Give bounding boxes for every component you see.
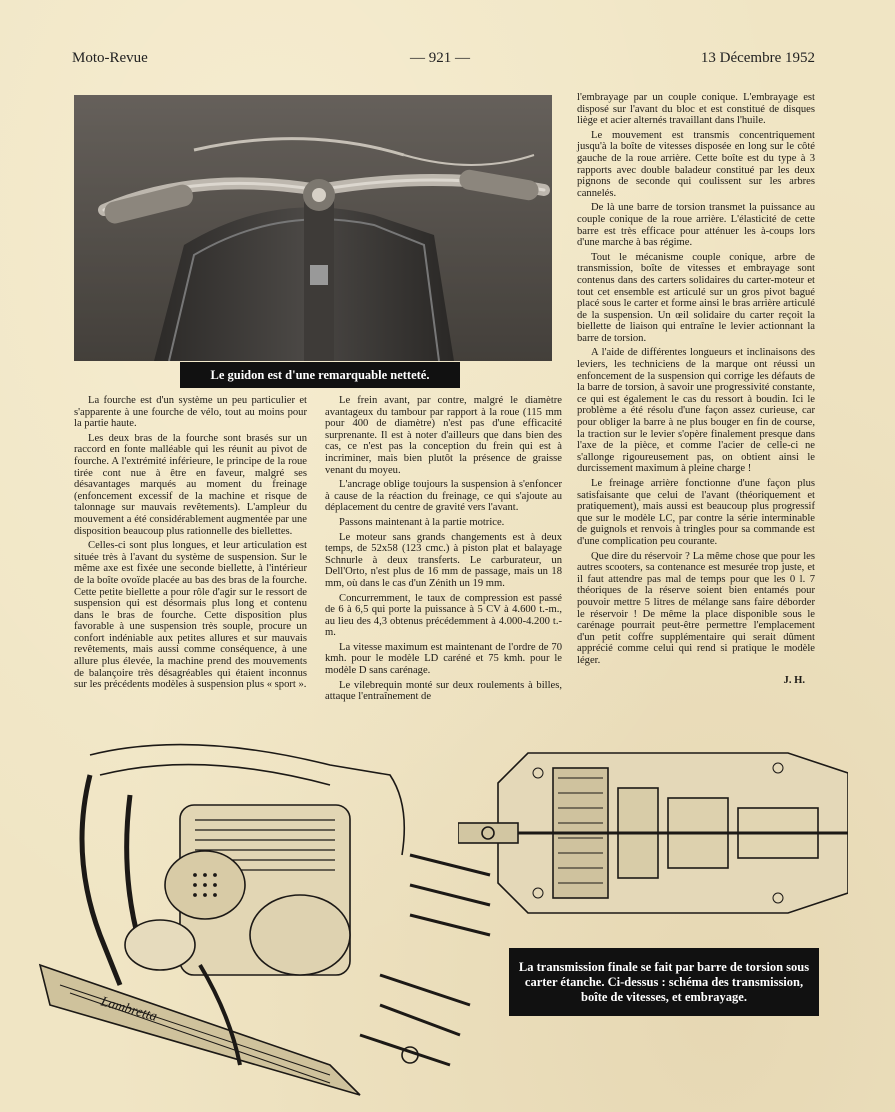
article-column-2 [325, 395, 562, 706]
paragraph: l'embrayage par un couple conique. L'embrayage est disposé sur l'avant du bloc et est constitué de disques liège et acier alternés travaillant dans l'huile. [577, 92, 815, 127]
engine-illustration [30, 735, 500, 1105]
page-number: — 921 — [410, 50, 470, 66]
paragraph: La fourche est d'un système un peu particulier et s'apparente à une fourche de vélo, tout au moins pour la partie haute. [74, 395, 307, 430]
paragraph: Le vilebrequin monté sur deux roulements à billes, attaque l'entraînement de [325, 679, 562, 703]
issue-date: 13 Décembre 1952 [700, 50, 815, 66]
paragraph: Que dire du réservoir ? La même chose que pour les autres scooters, sa contenance est mesurée trop juste, et il faut attendre pas mal de temps pour que les 0 l. 7 théoriques de la réserve soient bien entamés pour pouvoir mettre 5 litres de mélange sans faire déborder le réservoir ! De même la place disponible sous le carénage pourrait peut-être permettre l'emplacement d'un petit coffre supplémentaire qui serait dûment apprécié comme celui qui rend si pratique le modèle léger. [577, 550, 815, 666]
paragraph: Passons maintenant à la partie motrice. [339, 516, 505, 528]
paragraph: Le freinage arrière fonctionne d'une façon plus satisfaisante que celui de l'avant (théoriquement et pratiquement), mais aussi est beaucoup plus progressif que sur le modèle LC, par contre la série interminable de guignols et renvois à tringles pour sa commande est d'une complication peu courante. [577, 478, 815, 547]
paragraph: Tout le mécanisme couple conique, arbre de transmission, boîte de vitesses et embrayage sont contenus dans des carters solidaires du carter-moteur et tout cet ensemble est articulé sur un gros pivot bagué placé sous le carter et forme ainsi le bras arrière articulé de la suspension. Un œil solidaire du carter reçoit la biellette de liaison qui entraîne le levier actionnant la barre de torsion. [577, 251, 815, 344]
author-signature: J. H. [783, 674, 805, 686]
paragraph: Le frein avant, par contre, malgré le diamètre avantageux du tambour par rapport à la roue (115 mm pour 400 de diamètre) n'est pas d'une efficacité surprenante. Il est à noter d'ailleurs que dans bien des cas, ce n'est pas la conception du frein qui est à incriminer, mais bien plutôt la présence de graisse venant du moyeu. [325, 395, 562, 476]
paragraph: Le mouvement est transmis concentriquement jusqu'à la boîte de vitesses disposée en long sur le côté gauche de la roue arrière. Cette boîte est du type à 3 rapports avec double baladeur constitué par les deux pignons de seconde qui coulissent sur les arbres cannelés. [577, 129, 815, 199]
article-column-3 [577, 92, 815, 686]
photo-caption: Le guidon est d'une remarquable netteté. [180, 362, 460, 388]
paragraph: Concurremment, le taux de compression est passé de 6 à 6,5 qui porte la puissance à 5 CV à 4.600 t.-m., au lieu des 4,3 obtenus précédemment à 4.000-4.200 t.-m. [325, 592, 562, 639]
magazine-name: Moto-Revue [72, 50, 148, 66]
paragraph: De là une barre de torsion transmet la puissance au couple conique de la roue arrière. L'élasticité de cette barre est très efficace pour atténuer les à-coups lors d'une marche à bas régime. [577, 202, 815, 249]
paragraph: L'ancrage oblige toujours la suspension à s'enfoncer à cause de la réaction du freinage, ce qui s'ajoute au déplacement du centre de gravité vers l'avant. [325, 479, 562, 514]
transmission-schematic [458, 733, 848, 943]
lambretta-logo: Lambretta [98, 994, 159, 1025]
paragraph: La vitesse maximum est maintenant de l'ordre de 70 kmh. pour le modèle LD caréné et 75 kmh. pour le modèle D sans carénage. [325, 641, 562, 677]
article-column-1 [74, 395, 307, 694]
paragraph: Celles-ci sont plus longues, et leur articulation est située très à l'avant du système de suspension. Sur le même axe est fixée une seconde biellette, à l'intérieur de la boîte ovoïde placée au bas des bras de la fourche. Cette petite biellette a pour rôle d'agir sur le ressort de suspension qui est désormais plus long et contenu dans le bras de fourche. Cette disposition plus favorable à une suspension très souple, procure un confort indéniable aux petites allures et sur mauvais revêtements, mais aussi comme conséquence, à une allure plus élevée, la machine prend des mouvements de balançoire très désagréables qui étaient inconnus sur les précédents modèles à suspension plus « sport ». [74, 540, 307, 691]
handlebar-photo [74, 95, 552, 361]
paragraph: A l'aide de différentes longueurs et inclinaisons des leviers, les techniciens de la marque ont réussi un enfoncement de la suspension qui corrige les défauts de la barre de torsion, à savoir une progressivité constante, ce qui est également le cas du ressort à boudin. Ici le problème a été résolu d'une façon assez curieuse, car pour obliger la barre à ne plus bouger en fin de course, la traction sur le levier s'opère finalement presque dans l'axe de la pièce, et comme l'acier de celle-ci ne s'allonge rigoureusement pas, on obtient ainsi le durcissement maximum à pleine charge ! [577, 347, 815, 475]
illustration-caption: La transmission finale se fait par barre de torsion sous carter étanche. Ci-dessus : schéma des transmission, boîte de vitesses, et embrayage. [509, 948, 819, 1016]
paragraph: Le moteur sans grands changements est à deux temps, de 52x58 (123 cmc.) à piston plat et balayage Schnurle à deux transferts. Le carburateur, un Dell'Orto, n'est plus de 16 mm de passage, mais un 18 mm, où dans le cas d'un Zénith un 19 mm. [325, 531, 562, 589]
paragraph: Les deux bras de la fourche sont brasés sur un raccord en fonte malléable qui les réunit au pivot de fourche. A l'extrémité inférieure, le principe de la roue tirée cont nue à être en faveur, malgré ses désavantages marqués au moment du freinage (enfoncement excessif de la machine et risque de talonnage sur mauvais revêtements). L'ampleur du mouvement a été considérablement augmentée par une disposition beaucoup plus rationnelle des biellettes. [74, 432, 307, 537]
